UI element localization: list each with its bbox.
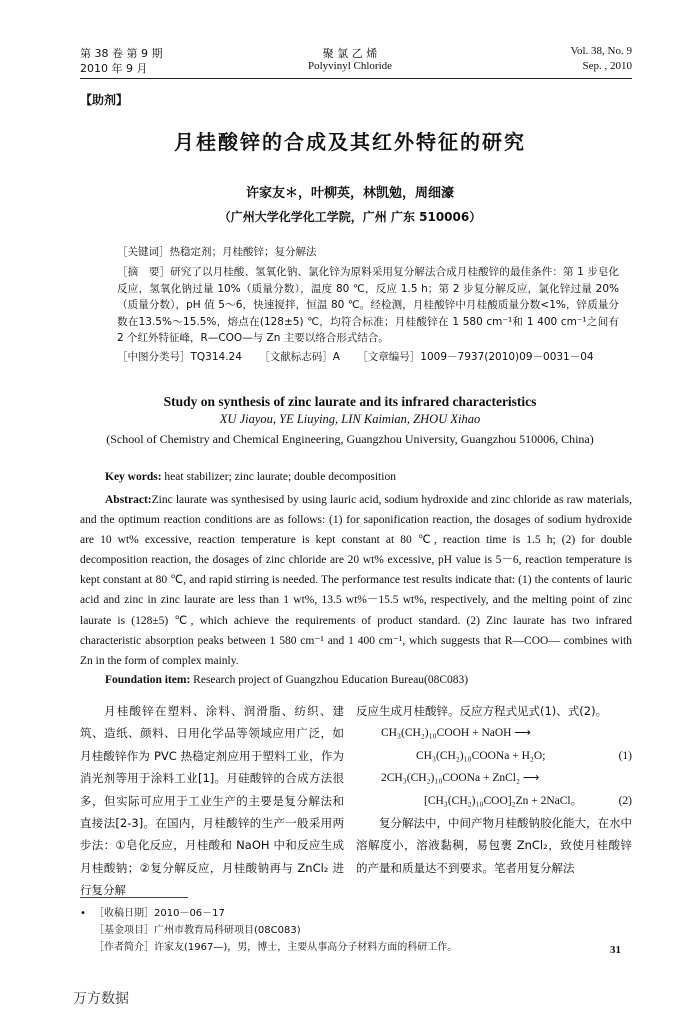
equation-1-line-a	[356, 722, 632, 744]
body-right-column	[356, 700, 632, 879]
keywords-cn: ［关键词］热稳定剂；月桂酸锌；复分解法	[117, 246, 317, 258]
authors-cn: 许家友＊，叶柳英，林凯勉，周细濠	[245, 186, 454, 201]
equation-2-line-a	[356, 767, 632, 789]
header-date-cn: 2010 年 9 月	[80, 62, 148, 75]
footnote-author: ［作者简介］许家友(1967—)，男，博士，主要从事高分子材料方面的科研工作。	[94, 942, 458, 953]
watermark-text: 万方数据	[73, 991, 129, 1007]
eq2-left: 2CH₃(CH₂)₁₀COONa + ZnCl₂ ⟶	[381, 772, 540, 785]
foundation-en-text: Research project of Guangzhou Education Bureau(08C083)	[190, 674, 469, 686]
body-left-column	[80, 700, 344, 902]
body-left-text: 月桂酸锌在塑料、涂料、润滑脂、纺织、建筑、造纸、颜料、日用化学品等领域应用广泛，如月桂酸锌作为 PVC 热稳定剂应用于塑料工业，作为消光剂等用于涂料工业[1]。月硅酸锌的合成方法很多，但实际可应用于工业生产的主要是复分解法和直接法[2-3]。在国内，月桂酸锌的生产一般采用两步法：①皂化反应，月桂酸和 NaOH 中和反应生成月桂酸钠；②复分解反应，月桂酸钠再与 ZnCl₂ 进行复分解	[80, 704, 344, 898]
affiliation-cn: （广州大学化学化工学院，广州 广东 510006）	[218, 210, 482, 224]
eq1-right: CH₃(CH₂)₁₀COONa + H₂O;	[416, 749, 546, 762]
title-cn: 月桂酸锌的合成及其红外特征的研究	[174, 130, 526, 154]
header-volume-cn: 第 38 卷 第 9 期	[80, 47, 163, 60]
affiliation-en: (School of Chemistry and Chemical Engineering, Guangzhou University, Guangzhou 510006, China)	[106, 432, 594, 446]
classification-meta	[117, 349, 608, 364]
header-journal-en: Polyvinyl Chloride	[307, 60, 393, 72]
page-number: 31	[610, 944, 621, 956]
title-en: Study on synthesis of zinc laurate and its infrared characteristics	[163, 394, 537, 409]
document-code: ［文献标志码］A	[259, 351, 340, 363]
eq2-right: [CH₃(CH₂)₁₀COO]₂Zn + 2NaCl。	[424, 794, 583, 807]
foundation-en-label: Foundation item:	[105, 674, 191, 686]
equation-2-line-b	[356, 790, 632, 812]
equation-1-line-b	[356, 745, 632, 767]
clc-number: ［中图分类号］TQ314.24	[117, 351, 242, 363]
received-date: ［收稿日期］2010－06－17	[94, 908, 225, 919]
eq1-left: CH₃(CH₂)₁₀COOH + NaOH ⟶	[381, 727, 531, 740]
header-volume-en: Vol. 38, No. 9	[570, 45, 632, 57]
keywords-en-text: heat stabilizer; zinc laurate; double decomposition	[161, 471, 396, 483]
header-rule	[80, 78, 632, 79]
body-right-intro: 反应生成月桂酸锌。反应方程式见式(1)、式(2)。	[356, 704, 608, 718]
article-number: ［文章编号］1009－7937(2010)09－0031－04	[357, 351, 594, 363]
keywords-en	[105, 471, 396, 483]
abstract-en-text: Zinc laurate was synthesised by using lauric acid, sodium hydroxide and zinc chloride as raw materials, and the optimum reaction conditions are as follows: (1) for saponification reaction, the dosages of sodium hydroxide are 10 wt% excessive, reaction temperature is kept constant at 80 ℃, reaction time is 1.5 h; (2) for double decomposition reaction, the dosages of zinc chloride are 20 wt% excessive, pH value is 5－6, reaction temperature is kept constant at 80 ℃, and rapid stirring is needed. The performance test results indicate that: (1) the contents of lauric acid and zinc in zinc laurate are less than 1 wt%, 13.5 wt%－15.5 wt%, respectively, and the melting point of zinc laurate is (128±5) ℃, which achieve the requirements of product standard. (2) Zinc laurate has two infrared characteristic absorption peaks between 1 580 cm⁻¹ and 1 400 cm⁻¹, which suggests that R—COO— combines with Zn in the form of complex mainly.	[80, 494, 632, 667]
footnote-fund: ［基金项目］广州市教育局科研项目(08C083)	[94, 925, 301, 936]
footnote-rule	[80, 897, 188, 898]
body-right-paragraph: 复分解法中，中间产物月桂酸钠胶化能大，在水中溶解度小，溶液黏稠，易包裹 ZnCl₂，致使月桂酸锌的产量和质量达不到要求。笔者用复分解法	[356, 815, 632, 875]
keywords-en-label: Key words:	[105, 471, 162, 483]
authors-en: XU Jiayou, YE Liuying, LIN Kaimian, ZHOU Xihao	[219, 412, 481, 426]
equation-1-number: (1)	[618, 749, 632, 762]
abstract-cn: ［摘 要］研究了以月桂酸、氢氧化钠、氯化锌为原料采用复分解法合成月桂酸锌的最佳条件：第 1 步皂化反应，氢氧化钠过量 10%（质量分数），温度 80 ℃，反应 1.5 h；第 2 步复分解反应，氯化锌过量 20%（质量分数），pH 值 5～6，快速搅拌，恒温 80 ℃。经检测，月桂酸锌中月桂酸质量分数<1%，锌质量分数在13.5%～15.5%，熔点在(128±5) ℃，均符合标准；月桂酸锌在 1 580 cm⁻¹和 1 400 cm⁻¹之间有 2 个红外特征峰，R—COO—与 Zn 主要以络合形式结合。	[117, 266, 619, 344]
abstract-en	[80, 490, 632, 671]
header-date-en: Sep. , 2010	[582, 60, 632, 72]
foundation-en	[105, 674, 468, 686]
section-tag: 【助剂】	[80, 93, 129, 107]
footnote-received: • ［收稿日期］2010－06－17	[80, 908, 225, 919]
equation-2-number: (2)	[618, 794, 632, 807]
header-journal-cn: 聚 氯 乙 烯	[322, 47, 378, 60]
abstract-en-label: Abstract:	[105, 494, 152, 506]
